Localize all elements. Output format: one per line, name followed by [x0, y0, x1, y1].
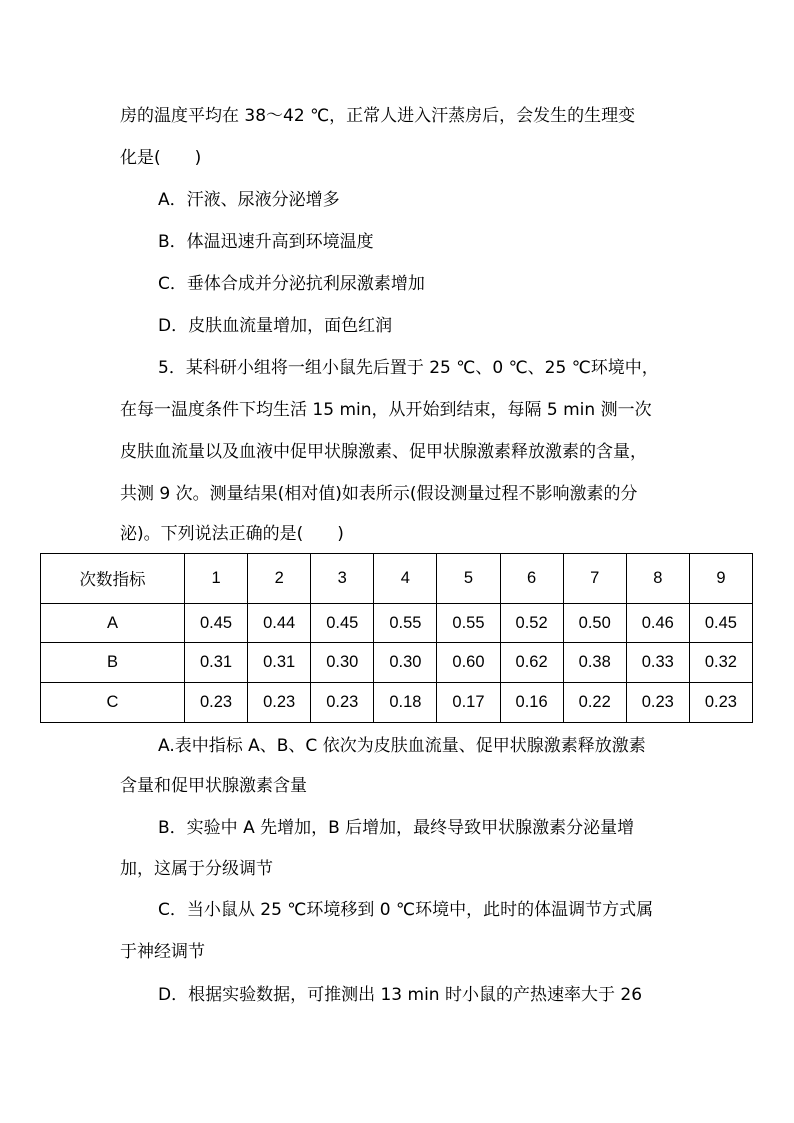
- header-cell: 9: [689, 554, 752, 604]
- option-a: A.表中指标 A、B、C 依次为皮肤血流量、促甲状腺激素释放激素: [158, 736, 646, 756]
- option-a: A．汗液、尿液分泌增多: [158, 190, 340, 210]
- table-cell: 0.33: [626, 643, 689, 683]
- table-cell: 0.44: [248, 603, 311, 643]
- table-cell: 0.23: [311, 683, 374, 723]
- table-cell: 0.55: [374, 603, 437, 643]
- table-cell: 0.23: [626, 683, 689, 723]
- text-line: 化是( ): [120, 148, 202, 168]
- question-5-stem: 5．某科研小组将一组小鼠先后置于 25 ℃、0 ℃、25 ℃环境中，: [158, 358, 659, 378]
- table-row: [41, 643, 753, 683]
- header-cell: 7: [563, 554, 626, 604]
- table-cell: 0.23: [248, 683, 311, 723]
- table-cell: 0.30: [311, 643, 374, 683]
- table-cell: 0.45: [311, 603, 374, 643]
- option-b: B．体温迅速升高到环境温度: [158, 232, 374, 252]
- table-cell: 0.45: [689, 603, 752, 643]
- table-cell: 0.60: [437, 643, 500, 683]
- text-line: 含量和促甲状腺激素含量: [120, 776, 307, 796]
- table-cell: 0.31: [185, 643, 248, 683]
- option-c: C．垂体合成并分泌抗利尿激素增加: [158, 274, 425, 294]
- header-cell: 3: [311, 554, 374, 604]
- table-cell: 0.22: [563, 683, 626, 723]
- text-line: 泌)。下列说法正确的是( ): [120, 524, 344, 544]
- text-line: 在每一温度条件下均生活 15 min，从开始到结束，每隔 5 min 测一次: [120, 400, 652, 420]
- text-line: 加，这属于分级调节: [120, 859, 273, 879]
- text-line: 房的温度平均在 38～42 ℃，正常人进入汗蒸房后，会发生的生理变: [120, 106, 636, 126]
- table-cell: 0.45: [185, 603, 248, 643]
- text-line: 共测 9 次。测量结果(相对值)如表所示(假设测量过程不影响激素的分: [120, 484, 638, 504]
- row-label: C: [41, 683, 185, 723]
- header-cell: 4: [374, 554, 437, 604]
- table-cell: 0.50: [563, 603, 626, 643]
- text-line: 于神经调节: [120, 942, 205, 962]
- table-cell: 0.38: [563, 643, 626, 683]
- table-row: [41, 603, 753, 643]
- header-cell: 1: [185, 554, 248, 604]
- table-cell: 0.23: [689, 683, 752, 723]
- row-label: B: [41, 643, 185, 683]
- option-b: B．实验中 A 先增加，B 后增加，最终导致甲状腺激素分泌量增: [158, 818, 635, 838]
- table-row: [41, 683, 753, 723]
- text-line: 皮肤血流量以及血液中促甲状腺激素、促甲状腺激素释放激素的含量，: [120, 442, 647, 462]
- table-header-row: [41, 554, 753, 604]
- header-cell: 次数指标: [41, 554, 185, 604]
- table-cell: 0.55: [437, 603, 500, 643]
- table-cell: 0.32: [689, 643, 752, 683]
- table-cell: 0.17: [437, 683, 500, 723]
- table-cell: 0.16: [500, 683, 563, 723]
- option-c: C．当小鼠从 25 ℃环境移到 0 ℃环境中，此时的体温调节方式属: [158, 900, 654, 920]
- table-cell: 0.31: [248, 643, 311, 683]
- table-cell: 0.30: [374, 643, 437, 683]
- header-cell: 5: [437, 554, 500, 604]
- table-cell: 0.46: [626, 603, 689, 643]
- measurement-table: [40, 553, 753, 723]
- option-d: D．皮肤血流量增加，面色红润: [158, 316, 393, 336]
- option-d: D．根据实验数据，可推测出 13 min 时小鼠的产热速率大于 26: [158, 985, 643, 1005]
- table-cell: 0.23: [185, 683, 248, 723]
- row-label: A: [41, 603, 185, 643]
- table-cell: 0.62: [500, 643, 563, 683]
- header-cell: 2: [248, 554, 311, 604]
- table-cell: 0.52: [500, 603, 563, 643]
- header-cell: 6: [500, 554, 563, 604]
- table-cell: 0.18: [374, 683, 437, 723]
- header-cell: 8: [626, 554, 689, 604]
